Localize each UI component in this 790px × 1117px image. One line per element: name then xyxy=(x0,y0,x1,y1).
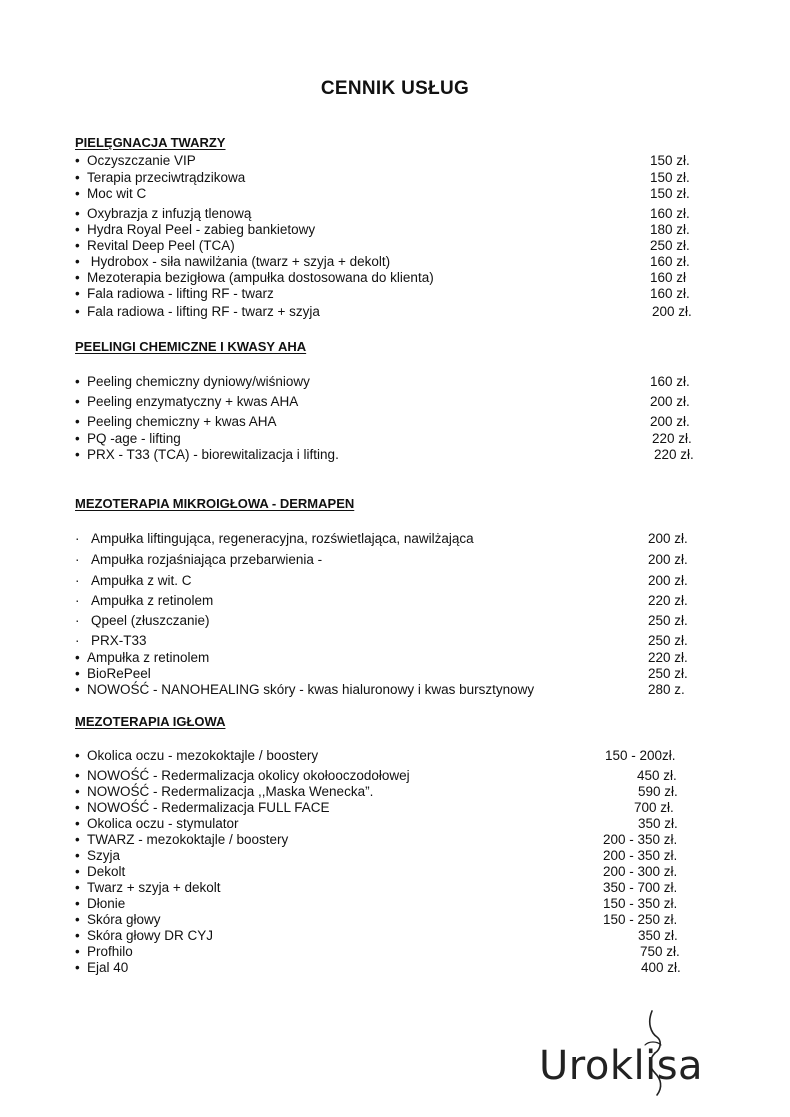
price: 160 zł. xyxy=(650,286,690,301)
list-item: • Mezoterapia bezigłowa (ampułka dostosowana do klienta) xyxy=(75,270,434,285)
list-item: • Moc wit C xyxy=(75,186,147,201)
price: 200 zł. xyxy=(650,394,690,409)
price: 160 zł xyxy=(650,270,687,285)
price: 250 zł. xyxy=(648,666,688,681)
price: 150 zł. xyxy=(650,170,690,185)
list-item: • Peeling chemiczny dyniowy/wiśniowy xyxy=(75,374,310,389)
price: 200 zł. xyxy=(648,531,688,546)
price: 220 zł. xyxy=(652,431,692,446)
page-title: CENNIK USŁUG xyxy=(320,78,470,99)
list-item: • Szyja xyxy=(75,848,121,863)
section-heading-mezoterapia-iglowa: MEZOTERAPIA IGŁOWA xyxy=(75,714,226,729)
price: 350 zł. xyxy=(638,816,678,831)
list-item: • Oxybrazja z infuzją tlenową xyxy=(75,206,252,221)
list-item: • Profhilo xyxy=(75,944,133,959)
price: 200 zł. xyxy=(650,414,690,429)
list-item: • NOWOŚĆ - Redermalizacja okolicy okołooczodołowej xyxy=(75,768,410,783)
price: 220 zł. xyxy=(648,650,688,665)
list-item: • Revital Deep Peel (TCA) xyxy=(75,238,235,253)
price: 700 zł. xyxy=(634,800,674,815)
list-item: • NOWOŚĆ - Redermalizacja FULL FACE xyxy=(75,800,330,815)
price: 160 zł. xyxy=(650,374,690,389)
list-item: • NOWOŚĆ - NANOHEALING skóry - kwas hialuronowy i kwas bursztynowy xyxy=(75,682,535,697)
list-item: • Skóra głowy DR CYJ xyxy=(75,928,214,943)
list-item: • PRX - T33 (TCA) - biorewitalizacja i lifting. xyxy=(75,447,339,462)
price: 200 - 350 zł. xyxy=(603,832,678,847)
price: 250 zł. xyxy=(648,613,688,628)
list-item: • Fala radiowa - lifting RF - twarz + szyja xyxy=(75,304,320,319)
price: 350 zł. xyxy=(638,928,678,943)
price: 590 zł. xyxy=(638,784,678,799)
list-item: • Terapia przeciwtrądzikowa xyxy=(75,170,246,185)
price: 150 - 350 zł. xyxy=(603,896,678,911)
price: 400 zł. xyxy=(641,960,681,975)
price: 150 - 200zł. xyxy=(605,748,676,763)
section-heading-pielegnacja: PIELĘGNACJA TWARZY xyxy=(75,135,226,150)
price: 200 zł. xyxy=(648,552,688,567)
price: 180 zł. xyxy=(650,222,690,237)
price: 200 zł. xyxy=(648,573,688,588)
price: 150 zł. xyxy=(650,153,690,168)
list-item: • Okolica oczu - mezokoktajle / boostery xyxy=(75,748,319,763)
list-item: · Ampułka z retinolem xyxy=(75,593,214,608)
list-item: · PRX-T33 xyxy=(75,633,147,648)
logo-text: Uroklisa xyxy=(539,1043,704,1089)
list-item: • Oczyszczanie VIP xyxy=(75,153,196,168)
list-item: • PQ -age - lifting xyxy=(75,431,181,446)
list-item: • Hydrobox - siła nawilżania (twarz + szyja + dekolt) xyxy=(75,254,391,269)
list-item: • TWARZ - mezokoktajle / boostery xyxy=(75,832,289,847)
list-item: • Peeling enzymatyczny + kwas AHA xyxy=(75,394,299,409)
price: 150 - 250 zł. xyxy=(603,912,678,927)
list-item: • Dłonie xyxy=(75,896,126,911)
list-item: • NOWOŚĆ - Redermalizacja ,,Maska Wenecka”. xyxy=(75,784,374,799)
brand-logo xyxy=(533,1005,704,1105)
price: 220 zł. xyxy=(654,447,694,462)
price: 220 zł. xyxy=(648,593,688,608)
price: 350 - 700 zł. xyxy=(603,880,678,895)
list-item: · Qpeel (złuszczanie) xyxy=(75,613,210,628)
list-item: • Skóra głowy xyxy=(75,912,161,927)
list-item: • Peeling chemiczny + kwas AHA xyxy=(75,414,277,429)
price: 200 - 300 zł. xyxy=(603,864,678,879)
list-item: • Hydra Royal Peel - zabieg bankietowy xyxy=(75,222,316,237)
list-item: · Ampułka z wit. C xyxy=(75,573,192,588)
price: 250 zł. xyxy=(648,633,688,648)
list-item: · Ampułka liftingująca, regeneracyjna, rozświetlająca, nawilżająca xyxy=(75,531,474,546)
section-heading-dermapen: MEZOTERAPIA MIKROIGŁOWA - DERMAPEN xyxy=(75,496,355,511)
list-item: • Twarz + szyja + dekolt xyxy=(75,880,221,895)
list-item: • Fala radiowa - lifting RF - twarz xyxy=(75,286,274,301)
price: 250 zł. xyxy=(650,238,690,253)
price: 750 zł. xyxy=(640,944,680,959)
price: 200 zł. xyxy=(652,304,692,319)
list-item: • BioRePeel xyxy=(75,666,151,681)
list-item: • Ampułka z retinolem xyxy=(75,650,210,665)
price: 160 zł. xyxy=(650,206,690,221)
price: 200 - 350 zł. xyxy=(603,848,678,863)
list-item: • Ejal 40 xyxy=(75,960,129,975)
price: 150 zł. xyxy=(650,186,690,201)
list-item: · Ampułka rozjaśniająca przebarwienia - xyxy=(75,552,323,567)
list-item: • Dekolt xyxy=(75,864,126,879)
price: 280 z. xyxy=(648,682,685,697)
list-item: • Okolica oczu - stymulator xyxy=(75,816,239,831)
price: 450 zł. xyxy=(637,768,677,783)
price: 160 zł. xyxy=(650,254,690,269)
section-heading-peelingi: PEELINGI CHEMICZNE I KWASY AHA xyxy=(75,339,307,354)
